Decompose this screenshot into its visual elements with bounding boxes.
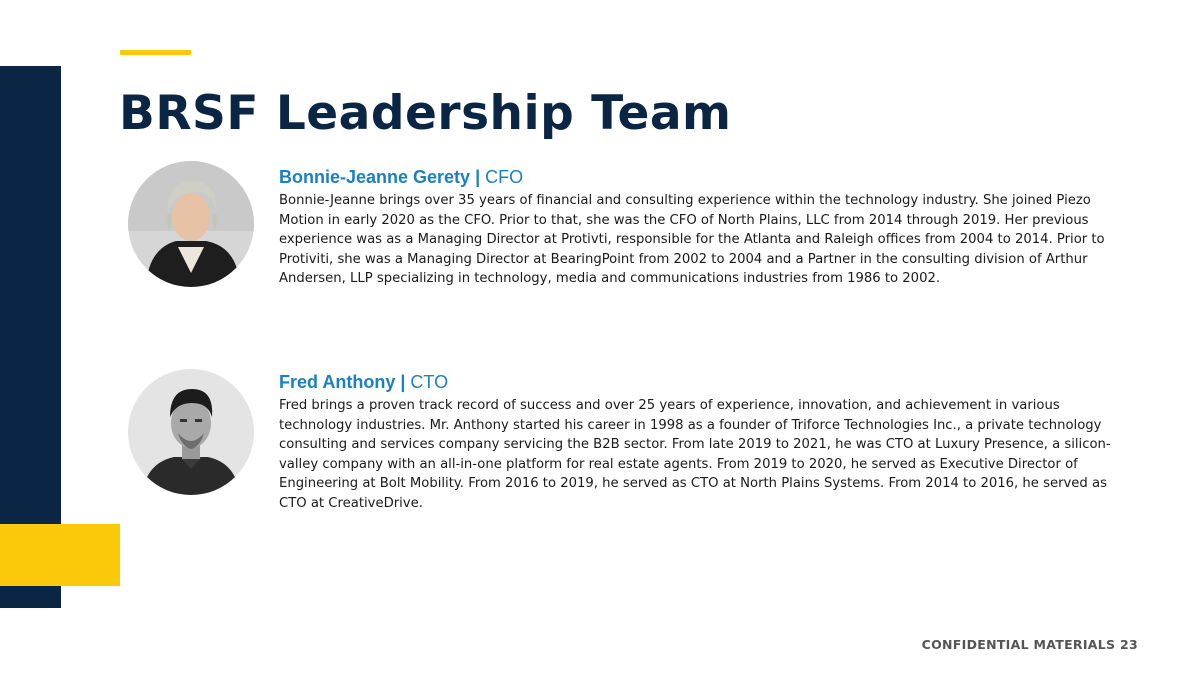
member-name: Bonnie-Jeanne Gerety xyxy=(279,167,471,187)
name-separator: | xyxy=(400,372,406,392)
member-role: CTO xyxy=(410,372,449,392)
title-accent-line xyxy=(120,50,191,55)
avatar-fred-anthony xyxy=(128,369,254,495)
member-heading xyxy=(279,372,448,393)
portrait-photo xyxy=(128,369,254,495)
member-bio: Fred brings a proven track record of success and over 25 years of experience, innovation, and achievement in various technology industries. Mr. Anthony started his career in 1998 as a founder of Triforce Technologies Inc., a private technology consulting and services company servicing the B2B sector. From late 2019 to 2021, he was CTO at Luxury Presence, a silicon-valley company with an all-in-one platform for real estate agents. From 2019 to 2020, he served as Executive Director of Engineering at Bolt Mobility. From 2016 to 2019, he served as CTO at North Plains Systems. From 2014 to 2016, he served as CTO at CreativeDrive. xyxy=(279,398,1111,511)
member-name: Fred Anthony xyxy=(279,372,396,392)
yellow-accent-block xyxy=(0,524,120,586)
name-separator: | xyxy=(475,167,481,187)
member-role: CFO xyxy=(485,167,524,187)
page-title: BRSF Leadership Team xyxy=(119,86,732,141)
member-bio: Bonnie-Jeanne brings over 35 years of financial and consulting experience within the technology industry. She joined Piezo Motion in early 2020 as the CFO. Prior to that, she was the CFO of North Plains, LLC from 2014 through 2019. Her previous experience was as a Managing Director at Protivti, responsible for the Atlanta and Raleigh offices from 2004 to 2014. Prior to Protiviti, she was a Managing Director at BearingPoint from 2002 to 2004 and a Partner in the consulting division of Arthur Andersen, LLP specializing in technology, media and communications industries from 1986 to 2002. xyxy=(279,193,1105,287)
avatar-bonnie-jeanne-gerety xyxy=(128,161,254,287)
member-heading xyxy=(279,167,523,188)
confidential-footer: CONFIDENTIAL MATERIALS 23 xyxy=(921,637,1138,652)
portrait-photo xyxy=(128,161,254,287)
